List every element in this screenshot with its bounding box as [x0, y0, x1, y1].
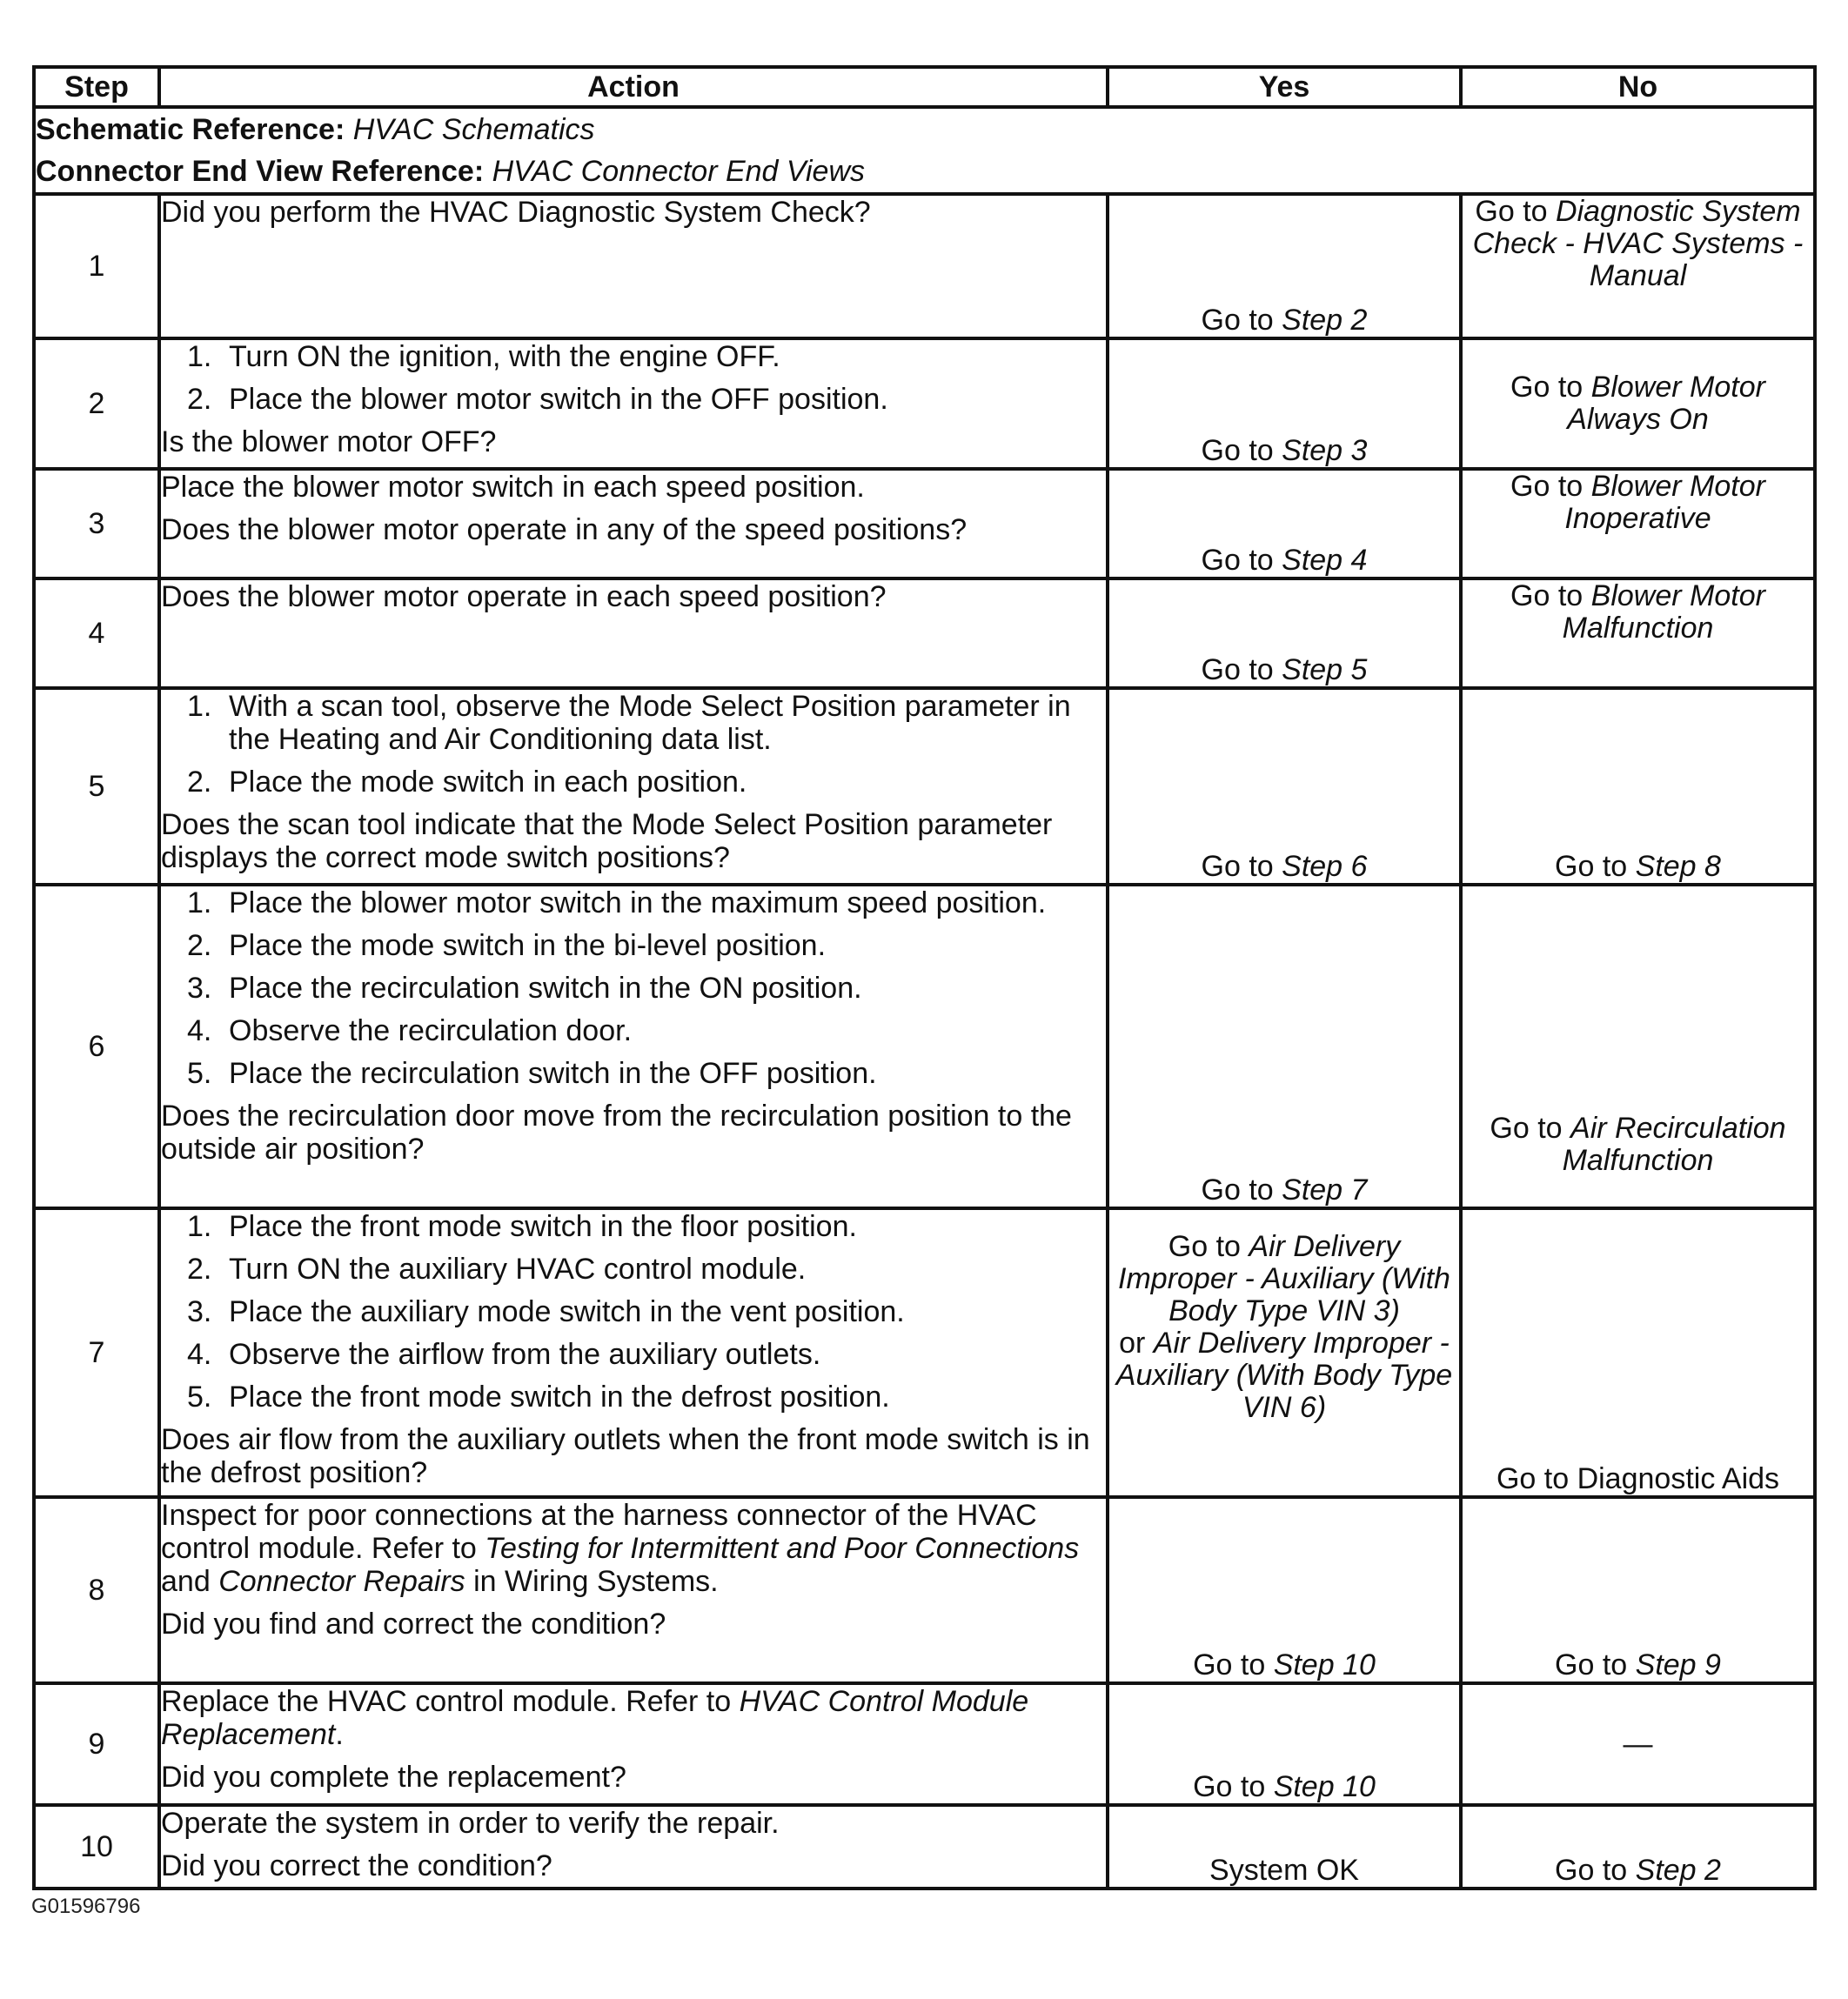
action-instruction: Operate the system in order to verify the repair.: [161, 1807, 780, 1840]
list-item: 1. Place the front mode switch in the floor position.: [187, 1210, 857, 1243]
yes-cell: Go to Step 5: [1108, 578, 1461, 688]
header-row: [34, 67, 1815, 107]
table-row: [34, 194, 1815, 338]
action-substeps: [161, 886, 1106, 1090]
yes-cell: Go to Step 6: [1108, 688, 1461, 885]
yes-cell: Go to Step 2: [1108, 194, 1461, 338]
yes-link-alt[interactable]: Air Delivery Improper - Auxiliary (With Body Type VIN 6): [1115, 1327, 1453, 1424]
list-item: 3. Place the recirculation switch in the ON position.: [187, 972, 862, 1005]
no-cell: Go to Air Recirculation Malfunction: [1461, 885, 1815, 1208]
list-item: 1. Turn ON the ignition, with the engine OFF.: [187, 340, 780, 373]
table-row: [34, 1497, 1815, 1683]
diagnostic-table: [32, 65, 1817, 1890]
list-item: 5. Place the recirculation switch in the OFF position.: [187, 1057, 877, 1090]
header-step: Step: [34, 67, 159, 107]
yes-link[interactable]: Step 2: [1282, 304, 1368, 337]
action-question: Does the blower motor operate in each speed position?: [161, 580, 887, 613]
action-cell: [159, 885, 1108, 1208]
action-question: Is the blower motor OFF?: [161, 425, 497, 458]
no-cell: Go to Blower Motor Malfunction: [1461, 578, 1815, 688]
action-cell: [159, 1683, 1108, 1805]
yes-cell: System OK: [1108, 1805, 1461, 1889]
step-number: 7: [34, 1208, 159, 1497]
action-cell: [159, 578, 1108, 688]
action-cell: [159, 194, 1108, 338]
no-link[interactable]: Step 8: [1635, 850, 1721, 883]
yes-link[interactable]: Step 4: [1282, 544, 1368, 577]
list-item: 4. Observe the recirculation door.: [187, 1014, 633, 1047]
yes-cell: Go to Step 10: [1108, 1497, 1461, 1683]
action-instruction: Replace the HVAC control module. Refer to HVAC Control Module Replacement.: [161, 1685, 1029, 1751]
list-item: 1. Place the blower motor switch in the maximum speed position.: [187, 886, 1047, 919]
action-cell: [159, 1497, 1108, 1683]
ref-link[interactable]: Connector Repairs: [218, 1565, 465, 1598]
connector-reference: Connector End View Reference: HVAC Connector End Views: [36, 155, 865, 188]
yes-link[interactable]: Air Delivery Improper - Auxiliary (With Body Type VIN 3): [1118, 1230, 1450, 1327]
table-row: [34, 1805, 1815, 1889]
action-instruction: Place the blower motor switch in each speed position.: [161, 471, 865, 504]
no-cell: Go to Diagnostic System Check - HVAC Systems - Manual: [1461, 194, 1815, 338]
yes-cell: Go to Air Delivery Improper - Auxiliary (With Body Type VIN 3) or Air Delivery Improper - Auxiliary (With Body Type VIN 6): [1108, 1208, 1461, 1497]
schematic-reference: Schematic Reference: HVAC Schematics: [36, 113, 595, 146]
yes-cell: Go to Step 3: [1108, 338, 1461, 469]
action-substeps: [161, 690, 1106, 799]
table-row: [34, 1683, 1815, 1805]
action-question: Does the blower motor operate in any of the speed positions?: [161, 513, 968, 546]
action-cell: [159, 338, 1108, 469]
table-row: [34, 578, 1815, 688]
table-row: [34, 885, 1815, 1208]
ref-link[interactable]: Testing for Intermittent and Poor Connections: [485, 1532, 1080, 1565]
action-question: Did you correct the condition?: [161, 1849, 552, 1882]
yes-link[interactable]: Step 7: [1282, 1173, 1368, 1207]
yes-cell: Go to Step 4: [1108, 469, 1461, 578]
list-item: 5. Place the front mode switch in the defrost position.: [187, 1381, 890, 1414]
yes-link[interactable]: Step 3: [1282, 434, 1368, 467]
list-item: 3. Place the auxiliary mode switch in the vent position.: [187, 1295, 905, 1328]
step-number: 5: [34, 688, 159, 885]
yes-link[interactable]: Step 10: [1273, 1648, 1376, 1681]
no-link[interactable]: Step 2: [1635, 1854, 1721, 1887]
no-link[interactable]: Step 9: [1635, 1648, 1721, 1681]
no-cell: Go to Blower Motor Always On: [1461, 338, 1815, 469]
step-number: 1: [34, 194, 159, 338]
no-link[interactable]: Air Recirculation Malfunction: [1562, 1112, 1786, 1177]
action-substeps: [161, 1210, 1106, 1414]
list-item: 2. Place the blower motor switch in the OFF position.: [187, 383, 888, 416]
step-number: 10: [34, 1805, 159, 1889]
no-link[interactable]: Blower Motor Malfunction: [1562, 579, 1765, 645]
table-row: [34, 688, 1815, 885]
action-question: Does the scan tool indicate that the Mode Select Position parameter displays the correct mode switch positions?: [161, 808, 1053, 874]
action-cell: [159, 1208, 1108, 1497]
action-cell: [159, 688, 1108, 885]
list-item: 2. Place the mode switch in each position.: [187, 766, 747, 799]
reference-row: [34, 107, 1815, 194]
no-link[interactable]: Blower Motor Always On: [1567, 371, 1765, 436]
header-no: No: [1461, 67, 1815, 107]
table-row: [34, 1208, 1815, 1497]
header-action: Action: [159, 67, 1108, 107]
figure-id: G01596796: [31, 1895, 141, 1918]
list-item: 4. Observe the airflow from the auxiliary outlets.: [187, 1338, 821, 1371]
no-cell: Go to Blower Motor Inoperative: [1461, 469, 1815, 578]
action-substeps: [161, 340, 1106, 416]
step-number: 4: [34, 578, 159, 688]
header-yes: Yes: [1108, 67, 1461, 107]
step-number: 6: [34, 885, 159, 1208]
yes-link[interactable]: Step 10: [1273, 1770, 1376, 1803]
step-number: 2: [34, 338, 159, 469]
no-cell: Go to Diagnostic Aids: [1461, 1208, 1815, 1497]
step-number: 9: [34, 1683, 159, 1805]
action-question: Did you complete the replacement?: [161, 1761, 626, 1794]
yes-cell: Go to Step 10: [1108, 1683, 1461, 1805]
no-cell: —: [1461, 1683, 1815, 1805]
reference-cell: [34, 107, 1815, 194]
yes-link[interactable]: Step 6: [1282, 850, 1368, 883]
list-item: 1. With a scan tool, observe the Mode Select Position parameter in the Heating and Air Conditioning data list.: [187, 690, 1071, 756]
action-question: Did you find and correct the condition?: [161, 1608, 666, 1641]
no-link[interactable]: Blower Motor Inoperative: [1564, 470, 1765, 535]
ref-link[interactable]: HVAC Control Module Replacement: [161, 1685, 1029, 1751]
action-question: Does air flow from the auxiliary outlets when the front mode switch is in the defrost position?: [161, 1423, 1090, 1489]
yes-link[interactable]: Step 5: [1282, 653, 1368, 686]
no-cell: Go to Step 9: [1461, 1497, 1815, 1683]
step-number: 3: [34, 469, 159, 578]
no-cell: Go to Step 2: [1461, 1805, 1815, 1889]
table-row: [34, 338, 1815, 469]
action-cell: [159, 469, 1108, 578]
yes-cell: Go to Step 7: [1108, 885, 1461, 1208]
list-item: 2. Place the mode switch in the bi-level position.: [187, 929, 827, 962]
list-item: 2. Turn ON the auxiliary HVAC control module.: [187, 1253, 807, 1286]
action-cell: [159, 1805, 1108, 1889]
action-question: Did you perform the HVAC Diagnostic System Check?: [161, 196, 871, 229]
action-question: Does the recirculation door move from the recirculation position to the outside air position?: [161, 1100, 1072, 1166]
step-number: 8: [34, 1497, 159, 1683]
action-instruction: Inspect for poor connections at the harness connector of the HVAC control module. Refer to Testing for Intermittent and Poor Connections and Connector Repairs in Wiring Systems.: [161, 1499, 1080, 1598]
table-row: [34, 469, 1815, 578]
no-link[interactable]: Diagnostic System Check - HVAC Systems - Manual: [1472, 195, 1804, 292]
no-cell: Go to Step 8: [1461, 688, 1815, 885]
